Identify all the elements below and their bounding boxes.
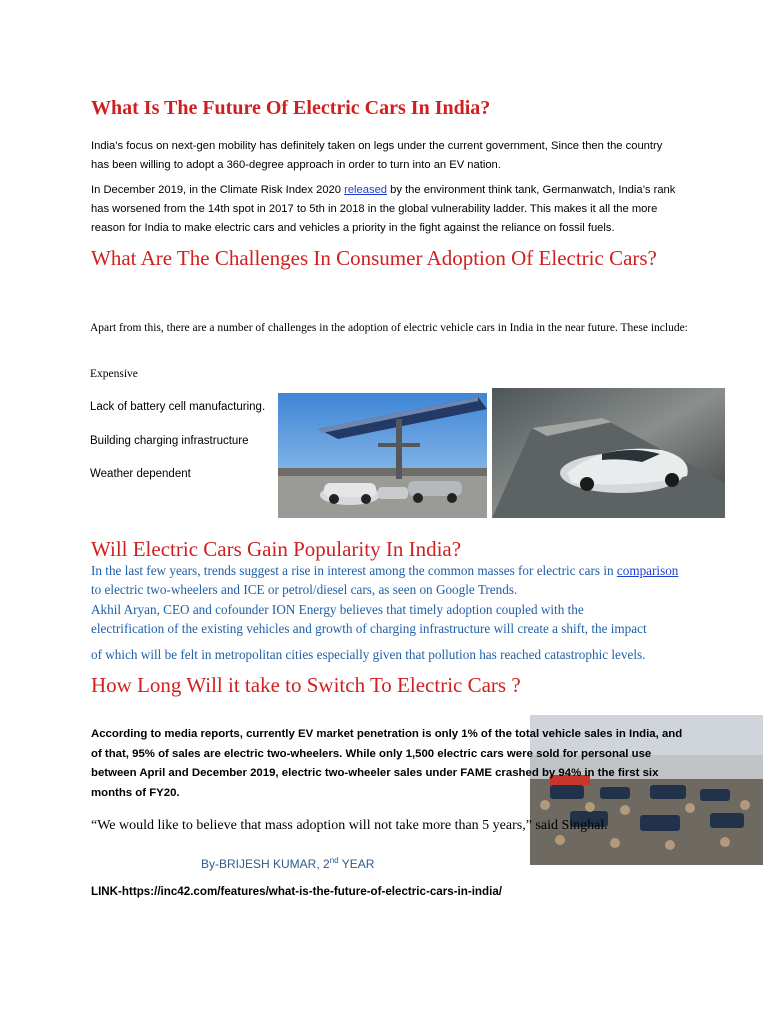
trends-text-before: In the last few years, trends suggest a rise in interest among the common masses for electric cars in	[91, 563, 617, 578]
heading-challenges: What Are The Challenges In Consumer Adoption Of Electric Cars?	[91, 246, 657, 270]
trends-text-after: to electric two-wheelers and ICE or petrol/diesel cars, as seen on Google Trends.	[91, 582, 518, 597]
heading-future-electric-cars: What Is The Future Of Electric Cars In India?	[91, 97, 491, 119]
climate-risk-paragraph	[91, 181, 681, 238]
solar-car-road-photo	[492, 388, 725, 518]
byline-ordinal: nd	[329, 856, 339, 865]
intro-paragraph: India’s focus on next-gen mobility has definitely taken on legs under the current government, Since then the country has been willing to adopt a 360-degree approach in order to turn into an EV nation.	[91, 140, 663, 171]
byline-prefix: By-BRIJESH KUMAR, 2	[201, 857, 330, 871]
heading-switch-timeline: How Long Will it take to Switch To Electric Cars ?	[91, 673, 521, 697]
challenges-intro-paragraph: Apart from this, there are a number of challenges in the adoption of electric vehicle cars in India in the near future. These include:	[90, 322, 688, 334]
byline-suffix: YEAR	[338, 857, 375, 871]
heading-popularity: Will Electric Cars Gain Popularity In India?	[91, 537, 462, 561]
ion-energy-line-1: Akhil Aryan, CEO and cofounder ION Energy believes that timely adoption coupled with the	[91, 602, 584, 617]
challenge-item: Expensive	[90, 368, 138, 380]
singhal-quote: “We would like to believe that mass adoption will not take more than 5 years,” said Singhal.	[91, 818, 608, 833]
market-penetration-paragraph: According to media reports, currently EV market penetration is only 1% of the total vehicle sales in India, and of that, 95% of sales are electric two-wheelers. While only 1,500 electric cars were sold for personal use between April and December 2019, electric two-wheeler sales under FAME crashed by 94% in the first six months of FY20.	[91, 728, 683, 799]
climate-risk-text-after: by the environment think tank, Germanwatch, India’s rank has worsened from the 14th spot in 2017 to 5th in 2018 in the global vulnerability ladder. This makes it all the more reason for India to make electric cars and vehicles a priority in the fight against the reliance on fossil fuels.	[91, 184, 676, 234]
trends-paragraph	[91, 561, 691, 599]
source-link-line[interactable]: LINK-https://inc42.com/features/what-is-the-future-of-electric-cars-in-india/	[91, 885, 502, 898]
challenge-item: Building charging infrastructure	[90, 435, 249, 447]
ion-energy-line-3: of which will be felt in metropolitan cities especially given that pollution has reached catastrophic levels.	[91, 647, 646, 662]
solar-charging-station-photo	[278, 393, 487, 518]
byline	[201, 856, 374, 871]
challenge-item: Lack of battery cell manufacturing.	[90, 401, 266, 413]
challenge-item: Weather dependent	[90, 468, 191, 480]
released-link[interactable]: released	[344, 184, 388, 196]
climate-risk-text-before: In December 2019, in the Climate Risk Index 2020	[91, 184, 345, 196]
comparison-link[interactable]: comparison	[616, 563, 679, 578]
ion-energy-line-2: electrification of the existing vehicles and growth of charging infrastructure will create a shift, the impact	[91, 621, 647, 636]
